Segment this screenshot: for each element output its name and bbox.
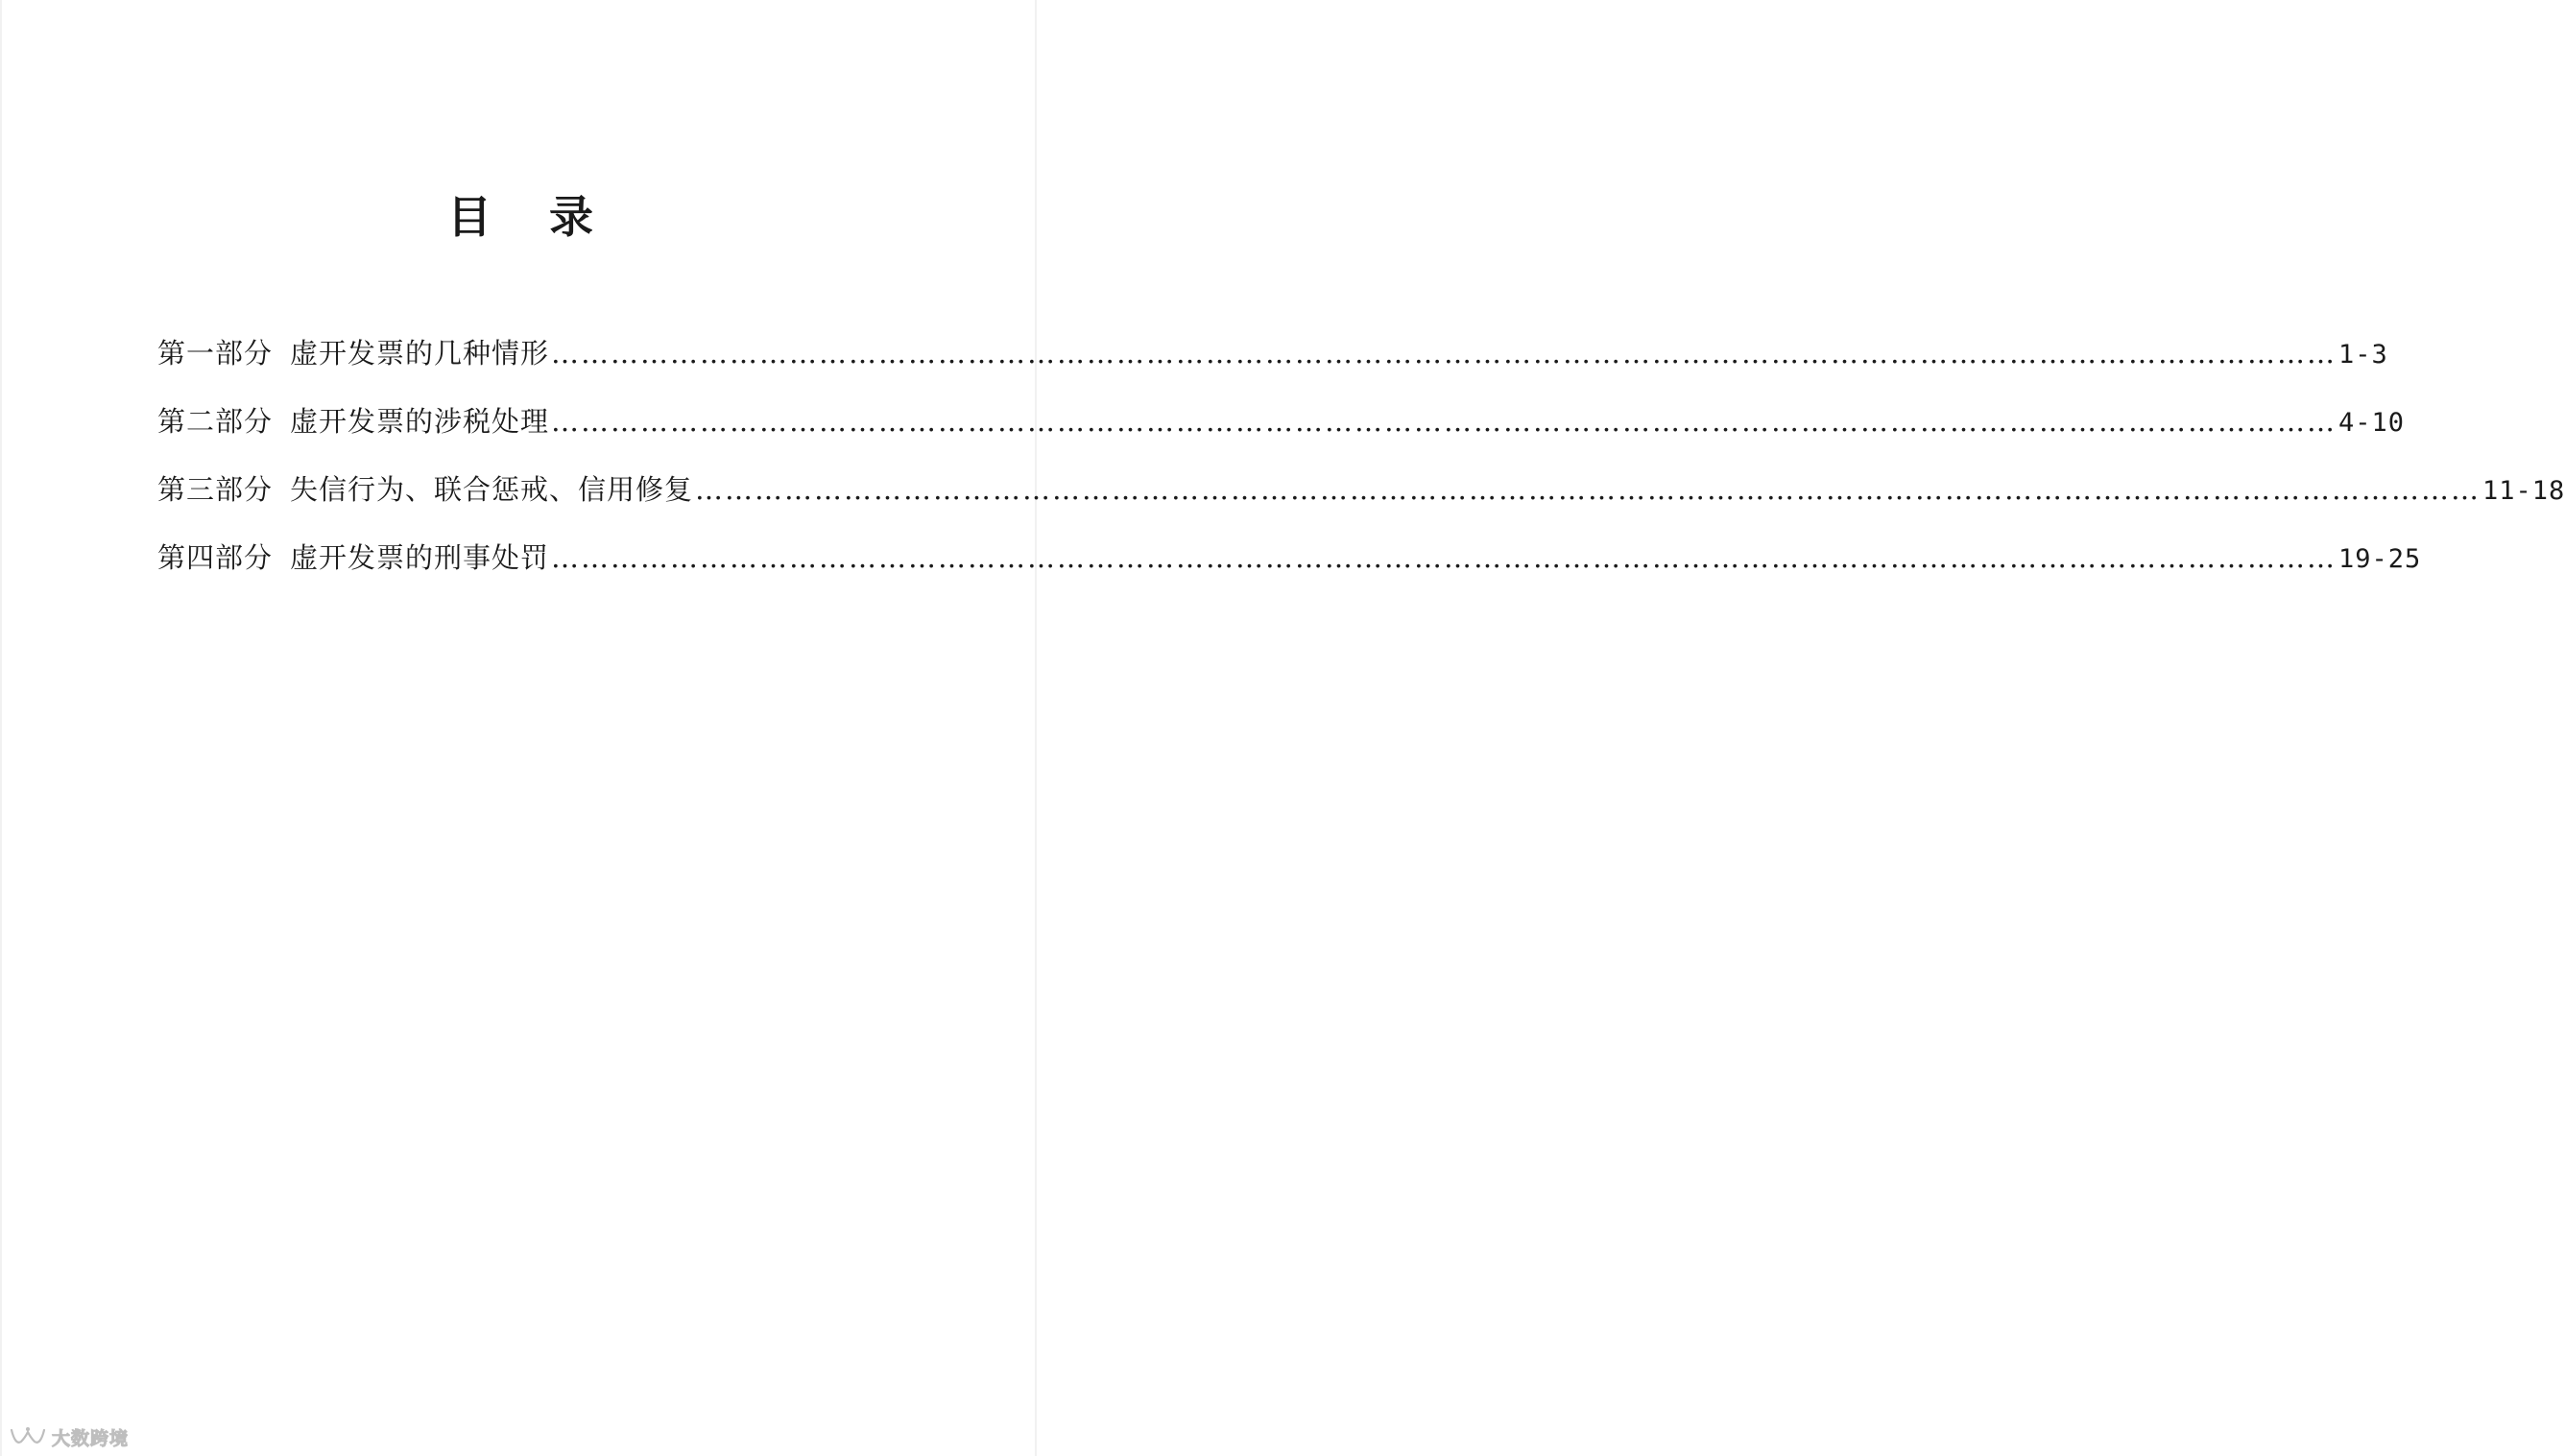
toc-entry-title: 虚开发票的刑事处罚	[290, 541, 550, 574]
wechat-channel-logo-icon	[10, 1424, 46, 1449]
toc-entry[interactable]	[157, 466, 2565, 535]
toc-part-label: 第三部分	[157, 473, 274, 506]
toc-page-range: 4-10	[2338, 408, 2406, 438]
toc-part-label: 第一部分	[157, 337, 274, 370]
page-title: 目 录	[446, 191, 614, 243]
toc-entry[interactable]	[157, 398, 2406, 466]
toc-page-range: 19-25	[2338, 544, 2422, 574]
toc-dot-leader: ………………………………………………………………………………………………………………………………………………………………	[551, 337, 2337, 370]
toc-dot-leader: ………………………………………………………………………………………………………………………………………………………………	[695, 473, 2481, 506]
table-of-contents	[157, 330, 2565, 603]
toc-entry[interactable]	[157, 330, 2388, 398]
toc-page-range: 11-18	[2482, 476, 2565, 506]
toc-entry[interactable]	[157, 535, 2422, 603]
toc-dot-leader: ………………………………………………………………………………………………………………………………………………………………	[551, 405, 2337, 438]
watermark	[10, 1422, 129, 1451]
toc-part-label: 第二部分	[157, 405, 274, 438]
watermark-text: 大数跨境	[52, 1427, 130, 1449]
toc-part-label: 第四部分	[157, 541, 274, 574]
toc-entry-title: 虚开发票的几种情形	[290, 337, 550, 370]
toc-page-range: 1-3	[2338, 340, 2388, 370]
toc-entry-title: 虚开发票的涉税处理	[290, 405, 550, 438]
toc-entry-title: 失信行为、联合惩戒、信用修复	[290, 473, 694, 506]
toc-dot-leader: ………………………………………………………………………………………………………………………………………………………………	[551, 541, 2337, 574]
